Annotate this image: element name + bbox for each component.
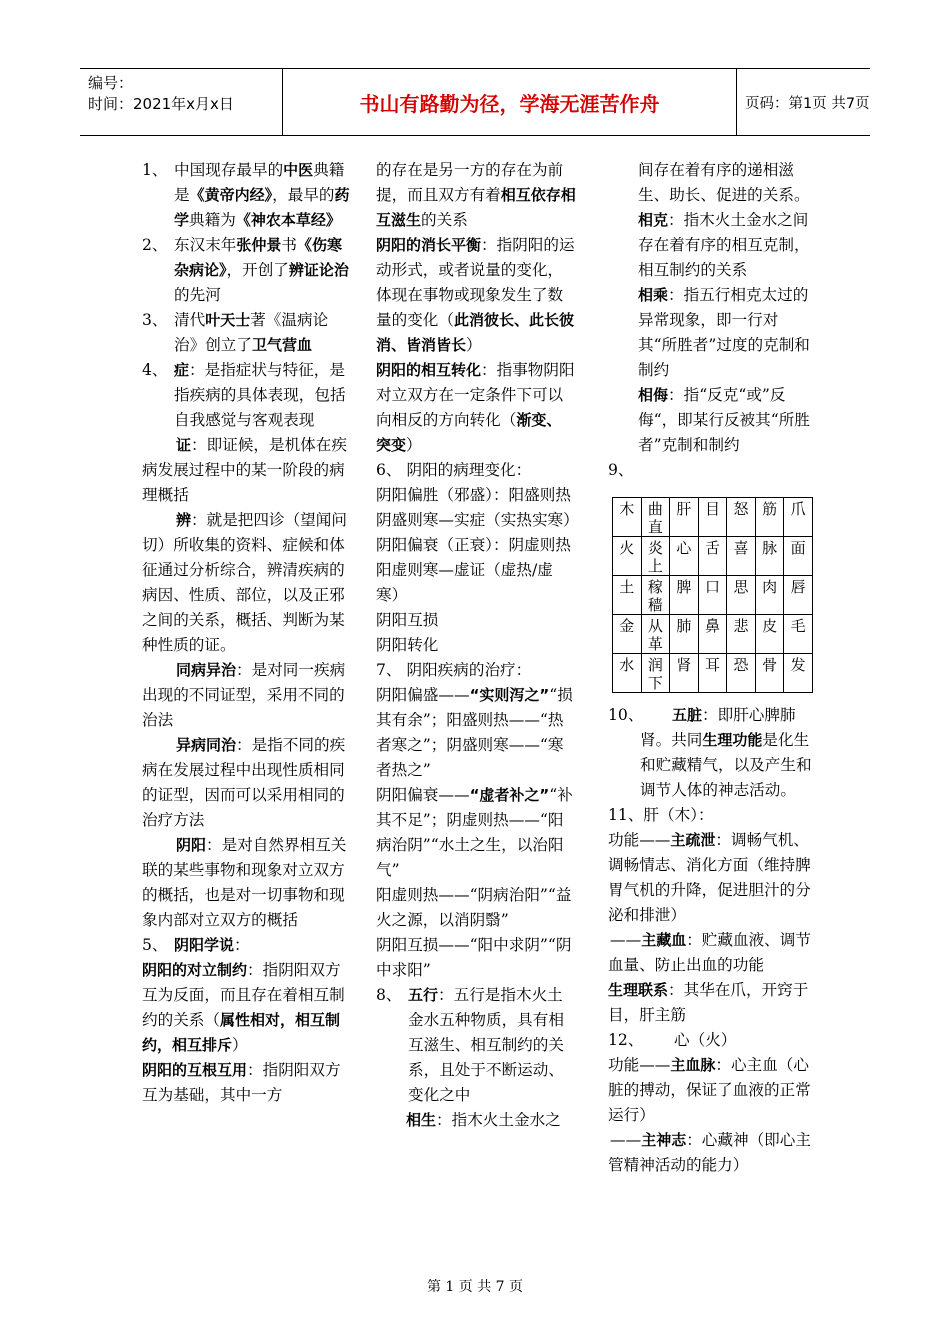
xin-func-1: 功能——主血脉：心主血（心脏的搏动，保证了血液的正常运行） bbox=[608, 1056, 811, 1124]
table-cell: 唇 bbox=[784, 576, 813, 615]
item-11: 11、肝（木）： bbox=[608, 806, 714, 824]
item-12: 12、 心（火） bbox=[608, 1031, 737, 1049]
table-cell: 目 bbox=[698, 498, 727, 537]
def-xiangcheng: 相乘：指五行相克太过的异常现象，即一行对其“所胜者”过度的克制和制约 bbox=[638, 286, 810, 379]
item-8: 8、 五行：五行是指木火土金水五种物质，具有相互滋生、相互制约的关系，且处于不断运动、变化之中 bbox=[376, 986, 564, 1104]
item-4: 4、 症：是指症状与特征，是指疾病的具体表现，包括自我感觉与客观表现 bbox=[142, 361, 346, 429]
table-cell: 思 bbox=[727, 576, 756, 615]
def-hugen: 阴阳的互根互用：指阴阳双方互为基础，其中一方 bbox=[142, 1061, 341, 1104]
xin-func-2: ——主神志：心藏神（即心主管精神活动的能力） bbox=[608, 1131, 811, 1174]
gan-func-2: ——主藏血：贮藏血液、调节血量、防止出血的功能 bbox=[608, 931, 811, 974]
table-cell: 恐 bbox=[727, 654, 756, 693]
item-9: 9、 bbox=[608, 461, 634, 479]
table-cell: 毛 bbox=[784, 615, 813, 654]
table-cell: 曲直 bbox=[641, 498, 670, 537]
table-cell: 口 bbox=[698, 576, 727, 615]
table-cell: 面 bbox=[784, 537, 813, 576]
table-cell: 肾 bbox=[670, 654, 699, 693]
table-row bbox=[613, 498, 813, 537]
table-cell: 金 bbox=[613, 615, 642, 654]
table-cell: 舌 bbox=[698, 537, 727, 576]
table-cell: 火 bbox=[613, 537, 642, 576]
item-10: 10、 五脏：即肝心脾肺肾。共同生理功能是化生和贮藏精气，以及产生和调节人体的神志活动。 bbox=[608, 706, 812, 799]
def-bian: 辨：就是把四诊（望闻问切）所收集的资料、症候和体征通过分析综合，辨清疾病的病因、性质、部位，以及正邪之间的关系，概括、判断为某种性质的证。 bbox=[142, 511, 347, 654]
table-cell: 肉 bbox=[755, 576, 784, 615]
table-cell: 怒 bbox=[727, 498, 756, 537]
table-row bbox=[613, 615, 813, 654]
def-xiangke: 相克：指木火土金水之间存在着有序的相互克制，相互制约的关系 bbox=[638, 211, 810, 279]
table-cell: 肺 bbox=[670, 615, 699, 654]
page-header bbox=[80, 68, 870, 136]
gan-relation: 生理联系：其华在爪，开窍于目，肝主筋 bbox=[608, 981, 809, 1024]
def-hugen-cont: 的存在是另一方的存在为前提，而且双方有着相互依存相互滋生的关系 bbox=[376, 161, 576, 229]
motto: 书山有路勤为径，学海无涯苦作舟 bbox=[282, 69, 737, 135]
hu-sun: 阴阳互损 bbox=[376, 611, 439, 629]
number-label: 编号： bbox=[88, 74, 134, 92]
column-1 bbox=[142, 158, 350, 1108]
item-7: 7、 阴阳疾病的治疗： bbox=[376, 661, 532, 679]
item-2: 2、 东汉末年张仲景书《伤寒杂病论》，开创了辨证论治的先河 bbox=[142, 236, 349, 304]
table-cell: 骨 bbox=[755, 654, 784, 693]
time-label: 时间：2021年x月x日 bbox=[88, 95, 234, 113]
def-xiangsheng: 相生：指木火土金水之 bbox=[406, 1111, 561, 1129]
table-cell: 润下 bbox=[641, 654, 670, 693]
treat-1: 阴阳偏盛——“实则泻之”“损其有余”；阳盛则热——“热者寒之”；阴盛则寒——“寒者热之” bbox=[376, 686, 573, 779]
item-6: 6、 阴阳的病理变化： bbox=[376, 461, 532, 479]
table-cell: 喜 bbox=[727, 537, 756, 576]
table-cell: 木 bbox=[613, 498, 642, 537]
table-cell: 从革 bbox=[641, 615, 670, 654]
column-3 bbox=[608, 158, 813, 1178]
table-cell: 皮 bbox=[755, 615, 784, 654]
table-cell: 筋 bbox=[755, 498, 784, 537]
table-cell: 肝 bbox=[670, 498, 699, 537]
gan-func-1: 功能——主疏泄：调畅气机、调畅情志、消化方面（维持脾胃气机的升降，促进胆汁的分泌和排泄） bbox=[608, 831, 811, 924]
def-yibing: 异病同治：是指不同的疾病在发展过程中出现性质相同的证型，因而可以采用相同的治疗方法 bbox=[142, 736, 346, 829]
table-cell: 水 bbox=[613, 654, 642, 693]
table-row bbox=[613, 576, 813, 615]
table-cell: 脾 bbox=[670, 576, 699, 615]
table-cell: 稼穑 bbox=[641, 576, 670, 615]
treat-2: 阴阳偏衰——“虚者补之”“补其不足”；阴虚则热——“阳病治阴”“水土之生，以治阳气” bbox=[376, 786, 573, 879]
item-5: 5、 阴阳学说： bbox=[142, 936, 250, 954]
doc-meta bbox=[80, 69, 282, 135]
pian-shuai: 阴阳偏衰（正衰）：阴虚则热阳虚则寒—虚证（虚热/虚寒） bbox=[376, 536, 571, 604]
five-elements-table bbox=[612, 497, 813, 693]
column-2 bbox=[376, 158, 579, 1133]
def-xiaozhang: 阴阳的消长平衡：指阴阳的运动形式，或者说量的变化，体现在事物或现象发生了数量的变化（此消彼长、此长彼消、皆消皆长） bbox=[376, 236, 575, 354]
page-footer: 第 1 页 共 7 页 bbox=[426, 1279, 524, 1295]
def-xiangsheng-cont: 间存在着有序的递相滋生、助长、促进的关系。 bbox=[638, 161, 810, 204]
pian-sheng: 阴阳偏胜（邪盛）：阳盛则热阴盛则寒—实症（实热实寒） bbox=[376, 486, 579, 529]
table-cell: 耳 bbox=[698, 654, 727, 693]
table-cell: 悲 bbox=[727, 615, 756, 654]
treat-4: 阴阳互损——“阳中求阴”“阴中求阳” bbox=[376, 936, 572, 979]
table-row bbox=[613, 537, 813, 576]
item-3: 3、 清代叶天士著《温病论治》创立了卫气营血 bbox=[142, 311, 329, 354]
item-1: 1、 中国现存最早的中医典籍是《黄帝内经》，最早的药学典籍为《神农本草经》 bbox=[142, 161, 350, 229]
table-cell: 土 bbox=[613, 576, 642, 615]
def-tongbing: 同病异治：是对同一疾病出现的不同证型，采用不同的治法 bbox=[142, 661, 346, 729]
def-xiangwu: 相侮：指“反克“或”反侮“，即某行反被其“所胜者”克制和制约 bbox=[638, 386, 810, 454]
def-duili: 阴阳的对立制约：指阴阳双方互为反面，而且存在着相互制约的关系（属性相对，相互制约，相互排斥） bbox=[142, 961, 345, 1054]
table-row bbox=[613, 654, 813, 693]
zhuan-hua: 阴阳转化 bbox=[376, 636, 439, 654]
table-cell: 爪 bbox=[784, 498, 813, 537]
def-yinyang: 阴阳：是对自然界相互关联的某些事物和现象对立双方的概括，也是对一切事物和现象内部对立双方的概括 bbox=[142, 836, 347, 929]
table-cell: 炎上 bbox=[641, 537, 670, 576]
treat-3: 阳虚则热——“阴病治阳”“益火之源，以消阴翳” bbox=[376, 886, 572, 929]
table-cell: 鼻 bbox=[698, 615, 727, 654]
table-cell: 脉 bbox=[755, 537, 784, 576]
table-cell: 发 bbox=[784, 654, 813, 693]
def-zheng: 证：即证候，是机体在疾病发展过程中的某一阶段的病理概括 bbox=[142, 436, 347, 504]
def-zhuanhua: 阴阳的相互转化：指事物阴阳对立双方在一定条件下可以向相反的方向转化（渐变、突变） bbox=[376, 361, 575, 454]
table-cell: 心 bbox=[670, 537, 699, 576]
page-info: 页码：第1页 共7页 bbox=[745, 95, 870, 112]
